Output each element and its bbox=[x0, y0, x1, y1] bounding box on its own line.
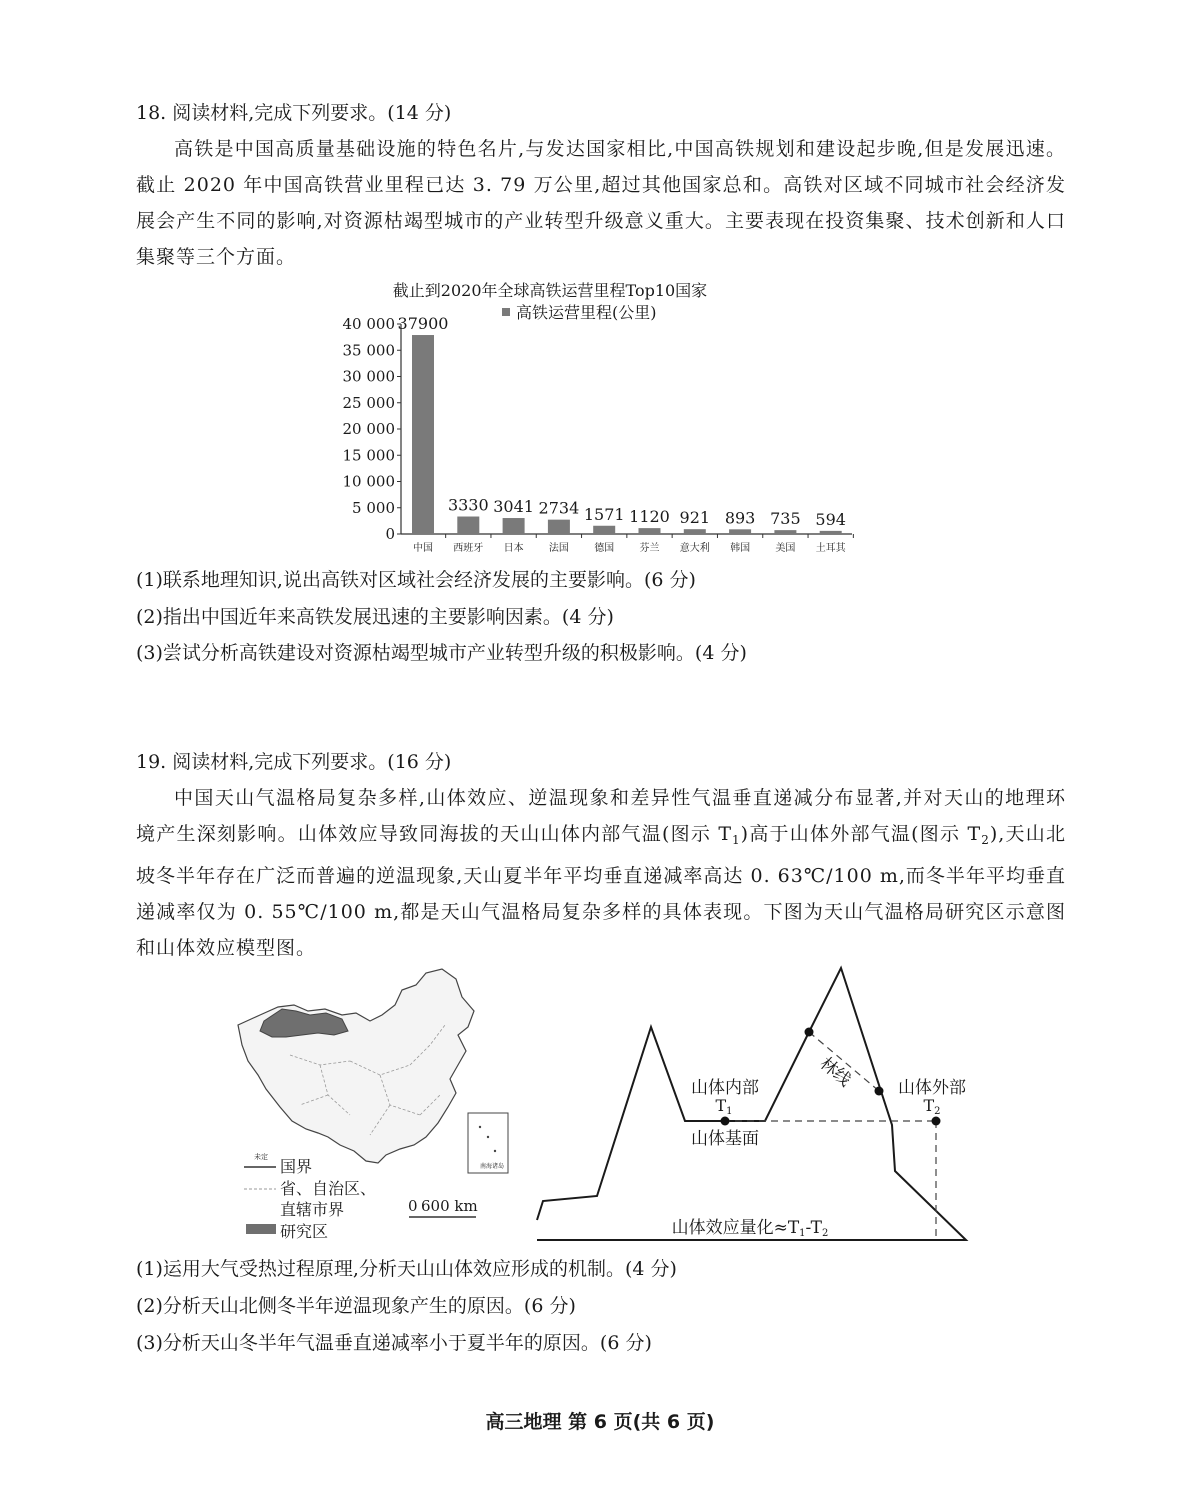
legend-label: 高铁运营里程(公里) bbox=[516, 303, 657, 322]
bar bbox=[593, 526, 615, 534]
legend-national-border: 国界 bbox=[280, 1157, 313, 1176]
q19-question-2: (2)分析天山北侧冬半年逆温现象产生的原因。(6 分) bbox=[136, 1295, 576, 1317]
legend-study-area: 研究区 bbox=[280, 1222, 329, 1241]
y-tick-label: 40 000 bbox=[342, 315, 395, 333]
bar bbox=[548, 520, 570, 534]
bar bbox=[503, 518, 525, 534]
bar-value-label: 3330 bbox=[447, 495, 489, 515]
chart-title: 截止到2020年全球高铁运营里程Top10国家 bbox=[392, 281, 708, 300]
china-outline bbox=[238, 969, 474, 1163]
page-footer: 高三地理 第 6 页(共 6 页) bbox=[485, 1411, 715, 1433]
scale-zero: 0 bbox=[408, 1197, 418, 1215]
x-category-label: 芬兰 bbox=[639, 543, 660, 554]
bar-value-label: 735 bbox=[770, 509, 801, 529]
scale-label: 600 km bbox=[421, 1197, 478, 1215]
formula-label: 山体效应量化≈T1-T2 bbox=[671, 1218, 829, 1239]
base-label: 山体基面 bbox=[691, 1129, 759, 1149]
mountain-profile bbox=[537, 968, 966, 1240]
inset-label: 南海诸岛 bbox=[479, 1163, 505, 1170]
bar-value-label: 1571 bbox=[583, 504, 625, 524]
treeline-label: 林线 bbox=[815, 1053, 855, 1091]
bar bbox=[729, 529, 751, 534]
y-tick-label: 10 000 bbox=[342, 472, 395, 491]
q18-heading: 18. 阅读材料,完成下列要求。(14 分) bbox=[136, 102, 452, 124]
legend-province-border-2: 直辖市界 bbox=[280, 1200, 345, 1219]
bar bbox=[639, 528, 661, 534]
q18-paragraph: 高铁是中国高质量基础设施的特色名片,与发达国家相比,中国高铁规划和建设起步晚,但是发展迅速。截止 2020 年中国高铁营业里程已达 3. 79 万公里,超过其他国家总和。高铁对区域不同城市社会经济发展会产生不同的影响,对资源枯竭型城市的产业转型升级意义重大。主要表现在投资集聚、技术创新和人口集聚等三个方面。 bbox=[136, 138, 1066, 268]
x-category-label: 土耳其 bbox=[815, 543, 846, 554]
rail-mileage-chart bbox=[330, 276, 870, 566]
x-category-label: 日本 bbox=[503, 543, 524, 554]
y-tick-label: 30 000 bbox=[342, 367, 395, 386]
q18-question-1: (1)联系地理知识,说出高铁对区域社会经济发展的主要影响。(6 分) bbox=[136, 569, 696, 591]
t2-label: T2 bbox=[923, 1096, 941, 1117]
t1-point bbox=[721, 1117, 730, 1126]
x-category-label: 德国 bbox=[594, 543, 615, 554]
q19-heading: 19. 阅读材料,完成下列要求。(16 分) bbox=[136, 751, 452, 773]
q19-question-3: (3)分析天山冬半年气温垂直递减率小于夏半年的原因。(6 分) bbox=[136, 1332, 652, 1354]
bar bbox=[774, 530, 796, 534]
q19-question-1: (1)运用大气受热过程原理,分析天山山体效应形成的机制。(4 分) bbox=[136, 1258, 677, 1280]
x-category-label: 韩国 bbox=[730, 543, 751, 554]
bar-value-label: 37900 bbox=[397, 314, 449, 334]
outer-label: 山体外部 bbox=[898, 1078, 966, 1098]
y-tick-label: 0 bbox=[385, 525, 395, 543]
treeline-point-right bbox=[875, 1087, 884, 1096]
y-tick-label: 20 000 bbox=[342, 420, 395, 438]
bar-value-label: 921 bbox=[679, 508, 711, 528]
bar bbox=[457, 517, 479, 534]
x-category-label: 美国 bbox=[775, 543, 796, 554]
x-category-label: 意大利 bbox=[679, 543, 710, 554]
treeline-point-left bbox=[805, 1028, 814, 1037]
x-category-label: 西班牙 bbox=[453, 543, 484, 554]
inner-label: 山体内部 bbox=[691, 1078, 759, 1098]
border-tag: 未定 bbox=[254, 1153, 268, 1161]
legend-swatch bbox=[502, 308, 510, 316]
bar-value-label: 893 bbox=[724, 508, 756, 528]
mass-effect-model bbox=[530, 960, 975, 1245]
q19-paragraph: 中国天山气温格局复杂多样,山体效应、逆温现象和差异性气温垂直递减分布显著,并对天山的地理环境产生深刻影响。山体效应导致同海拔的天山山体内部气温(图示 $T_1$)高于山体外部气温(图示 $T_2$),天山北坡冬半年存在广泛而普遍的逆温现象,天山夏半年平均垂直递减率高达 0. 63℃/100 m,而冬半年平均垂直递减率仅为 0. 55℃/100 m,都是天山气温格局复杂多样的具体表现。下图为天山气温格局研究区示意图和山体效应模型图。 bbox=[136, 787, 1066, 959]
y-tick-label: 15 000 bbox=[342, 446, 395, 465]
bar bbox=[412, 335, 434, 534]
t1-label: T1 bbox=[715, 1096, 733, 1117]
q18-question-2: (2)指出中国近年来高铁发展迅速的主要影响因素。(4 分) bbox=[136, 606, 614, 628]
study-area-swatch bbox=[246, 1224, 276, 1234]
y-tick-label: 35 000 bbox=[342, 341, 395, 360]
bar bbox=[820, 531, 842, 534]
legend-province-border-1: 省、自治区、 bbox=[280, 1179, 377, 1198]
t2-point bbox=[932, 1117, 941, 1126]
q18-question-3: (3)尝试分析高铁建设对资源枯竭型城市产业转型升级的积极影响。(4 分) bbox=[136, 642, 747, 664]
y-tick-label: 5 000 bbox=[352, 498, 395, 517]
y-tick-label: 25 000 bbox=[342, 393, 395, 412]
bar bbox=[684, 529, 706, 534]
bar-value-label: 2734 bbox=[538, 498, 580, 518]
china-study-area-map bbox=[230, 965, 530, 1250]
x-category-label: 中国 bbox=[413, 543, 433, 554]
x-category-label: 法国 bbox=[548, 543, 569, 554]
bar-value-label: 3041 bbox=[493, 497, 534, 517]
bar-value-label: 1120 bbox=[629, 507, 670, 527]
bar-value-label: 594 bbox=[815, 509, 846, 529]
